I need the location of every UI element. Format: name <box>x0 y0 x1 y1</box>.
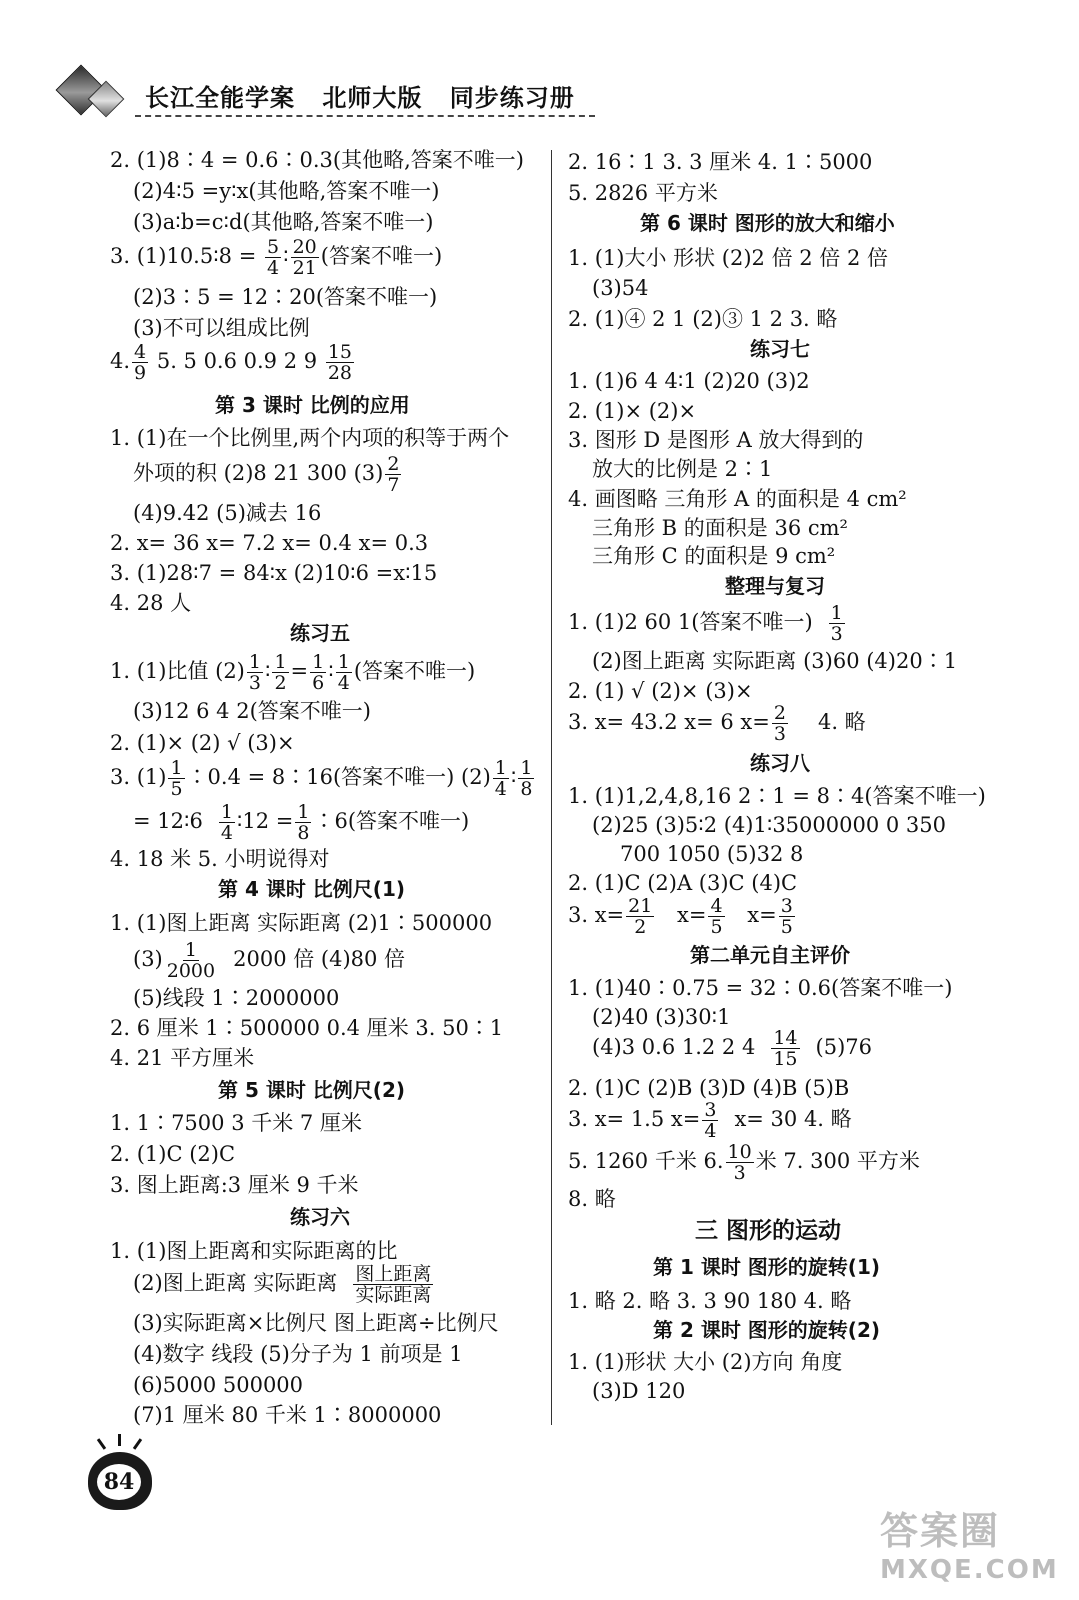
answer-line: 4. 画图略 三角形 A 的面积是 4 cm² <box>568 487 907 511</box>
answer-line: (4)数字 线段 (5)分子为 1 前项是 1 <box>133 1342 463 1366</box>
section-heading: 第 1 课时 图形的旋转(1) <box>653 1255 881 1279</box>
fraction: $\frac{14}{15}$ <box>773 1027 798 1070</box>
answer-line: (6)5000 500000 <box>133 1373 304 1397</box>
answer-line: 2. (1)× (2) √ (3)× <box>110 731 295 755</box>
answer-line: 放大的比例是 2∶1 <box>592 457 773 481</box>
section-heading: 第 5 课时 比例尺(2) <box>218 1078 406 1102</box>
answer-line: 1. (1)大小 形状 (2)2 倍 2 倍 2 倍 <box>568 246 889 270</box>
section-heading: 第 6 课时 图形的放大和缩小 <box>640 211 895 235</box>
section-heading: 练习五 <box>290 621 350 645</box>
section-heading: 练习七 <box>750 337 810 361</box>
answer-line: 三角形 C 的面积是 9 cm² <box>592 544 836 568</box>
answer-line: 3. 图上距离:3 厘米 9 千米 <box>110 1173 359 1197</box>
fraction: $\frac{20}{21}$ <box>292 236 317 279</box>
section-heading: 第二单元自主评价 <box>690 943 850 967</box>
answer-line: 2. x= 36 x= 7.2 x= 0.4 x= 0.3 <box>110 531 429 555</box>
answer-line: 2. (1)8∶4 = 0.6∶0.3(其他略,答案不唯一) <box>110 148 524 172</box>
answer-line: 1. (1)比值 (2) $\frac{1}{3}$ ∶ $\frac{1}{2}$ = $\frac{1}{6}$ ∶ $\frac{1}{4}$ (答案不唯一) <box>110 651 476 694</box>
answer-line: (3)不可以组成比例 <box>133 316 310 340</box>
answer-line: 3. x= $\frac{21}{2}$ x= $\frac{4}{5}$ x= $\frac{3}{5}$ <box>568 895 793 938</box>
fraction: $\frac{3}{4}$ <box>704 1099 717 1142</box>
fraction: $\frac{1}{2000}$ <box>166 939 216 982</box>
answer-line: (2)3∶5 = 12∶20(答案不唯一) <box>133 285 438 309</box>
answer-line: 3. (1)10.5∶8 = $\frac{5}{4}$ ∶ $\frac{20}{21}$ (答案不唯一) <box>110 236 443 279</box>
answer-line: 5. 1260 千米 6. $\frac{10}{3}$ 米 7. 300 平方米 <box>568 1141 920 1184</box>
fraction: $\frac{4}{5}$ <box>710 895 723 938</box>
ray-icon <box>133 1438 142 1450</box>
fraction: $\frac{1}{3}$ <box>248 651 261 694</box>
fraction: $\frac{1}{4}$ <box>337 651 350 694</box>
answer-line: 4. 18 米 5. 小明说得对 <box>110 847 330 871</box>
section-heading: 第 2 课时 图形的旋转(2) <box>653 1318 881 1342</box>
chapter-heading: 三 图形的运动 <box>695 1218 842 1244</box>
answer-line: 2. 6 厘米 1∶500000 0.4 厘米 3. 50∶1 <box>110 1016 504 1040</box>
header-edition: 北师大版 <box>322 84 423 112</box>
answer-line: (3) $\frac{1}{2000}$ 2000 倍 (4)80 倍 <box>133 939 406 982</box>
fraction: $\frac{1}{8}$ <box>520 757 533 800</box>
answer-line: 2. (1)C (2)C <box>110 1142 236 1166</box>
fraction: $\frac{\text{图上距离}}{\text{实际距离}}$ <box>355 1263 432 1306</box>
fraction: $\frac{5}{4}$ <box>267 236 280 279</box>
answer-line: 3. x= 43.2 x= 6 x= $\frac{2}{3}$ 4. 略 <box>568 702 866 745</box>
answer-line: (4)9.42 (5)减去 16 <box>133 501 322 525</box>
ray-icon <box>97 1438 106 1450</box>
fraction: $\frac{1}{2}$ <box>274 651 287 694</box>
fraction: $\frac{15}{28}$ <box>327 341 352 384</box>
answer-line: 3. 图形 D 是图形 A 放大得到的 <box>568 428 864 452</box>
fraction: $\frac{1}{4}$ <box>494 757 507 800</box>
answer-line: 1. (1)在一个比例里,两个内项的积等于两个 <box>110 426 510 450</box>
header-book: 同步练习册 <box>449 84 575 112</box>
header-dashed-line <box>135 115 595 117</box>
answer-line: 外项的积 (2)8 21 300 (3) $\frac{2}{7}$ <box>133 453 400 496</box>
answer-line: 1. (1)形状 大小 (2)方向 角度 <box>568 1350 843 1374</box>
answer-line: 4. 28 人 <box>110 591 192 615</box>
column-divider <box>551 150 552 1425</box>
answer-line: (5)线段 1∶2000000 <box>133 986 340 1010</box>
fraction: $\frac{4}{9}$ <box>134 341 147 384</box>
fraction: $\frac{1}{4}$ <box>220 801 233 844</box>
fraction: $\frac{1}{6}$ <box>312 651 325 694</box>
watermark-url: MXQE.COM <box>880 1555 1059 1585</box>
section-heading: 第 3 课时 比例的应用 <box>215 393 410 417</box>
ray-icon <box>118 1434 121 1446</box>
fraction: $\frac{10}{3}$ <box>727 1141 752 1184</box>
section-heading: 整理与复习 <box>725 574 825 598</box>
page-header <box>55 58 575 138</box>
answer-line: 700 1050 (5)32 8 <box>620 842 804 866</box>
answer-line: (2)4∶5 =y∶x(其他略,答案不唯一) <box>133 179 440 203</box>
answer-line: 2. (1)C (2)A (3)C (4)C <box>568 871 798 895</box>
answer-line: 4. 21 平方厘米 <box>110 1046 255 1070</box>
answer-line: (2)25 (3)5∶2 (4)1∶35000000 0 350 <box>592 813 947 837</box>
answer-line: (4)3 0.6 1.2 2 4 $\frac{14}{15}$ (5)76 <box>592 1027 872 1070</box>
answer-line: 1. (1)2 60 1(答案不唯一) $\frac{1}{3}$ <box>568 602 843 645</box>
answer-line: 2. 16∶1 3. 3 厘米 4. 1∶5000 <box>568 150 873 174</box>
answer-line: (3)实际距离×比例尺 图上距离÷比例尺 <box>133 1311 499 1335</box>
header-title <box>145 78 593 113</box>
answer-line: 8. 略 <box>568 1187 616 1211</box>
answer-line: 1. 1∶7500 3 千米 7 厘米 <box>110 1111 362 1135</box>
answer-line: 5. 2826 平方米 <box>568 181 718 205</box>
answer-line: 4. $\frac{4}{9}$ 5. 5 0.6 0.9 2 9 $\frac{15}{28}$ <box>110 341 352 384</box>
answer-line: 1. (1)图上距离 实际距离 (2)1∶500000 <box>110 911 493 935</box>
answer-line: 2. (1)C (2)B (3)D (4)B (5)B <box>568 1076 850 1100</box>
fraction: $\frac{2}{3}$ <box>773 702 786 745</box>
answer-line: 3. x= 1.5 x= $\frac{3}{4}$ x= 30 4. 略 <box>568 1099 852 1142</box>
answer-line: (3)54 <box>592 276 649 300</box>
page-number: 84 <box>97 1464 141 1500</box>
fraction: $\frac{1}{8}$ <box>297 801 310 844</box>
answer-line: = 12∶6 $\frac{1}{4}$ ∶12 = $\frac{1}{8}$ ∶6(答案不唯一) <box>133 801 470 844</box>
watermark-logo: 答案圈 <box>880 1509 1001 1553</box>
answer-line: 1. (1)40∶0.75 = 32∶0.6(答案不唯一) <box>568 976 953 1000</box>
answer-line: 1. (1)6 4 4∶1 (2)20 (3)2 <box>568 369 810 393</box>
answer-line: (2)40 (3)30∶1 <box>592 1005 731 1029</box>
answer-line: 1. (1)1,2,4,8,16 2∶1 = 8∶4(答案不唯一) <box>568 784 986 808</box>
answer-line: (3)D 120 <box>592 1379 686 1403</box>
page-number-badge <box>82 1440 162 1520</box>
section-heading: 练习八 <box>750 751 810 775</box>
answer-line: 3. (1)28∶7 = 84∶x (2)10∶6 =x∶15 <box>110 561 438 585</box>
answer-line: 2. (1) √ (2)× (3)× <box>568 679 753 703</box>
answer-line: 1. (1)图上距离和实际距离的比 <box>110 1239 398 1263</box>
section-heading: 练习六 <box>290 1205 350 1229</box>
answer-line: 2. (1)④ 2 1 (2)③ 1 2 3. 略 <box>568 307 838 331</box>
header-brand: 长江全能学案 <box>145 84 295 112</box>
answer-line: 三角形 B 的面积是 36 cm² <box>592 516 848 540</box>
answer-line: 2. (1)× (2)× <box>568 399 697 423</box>
fraction: $\frac{3}{5}$ <box>780 895 793 938</box>
fraction: $\frac{1}{3}$ <box>830 602 843 645</box>
answer-line: (3)12 6 4 2(答案不唯一) <box>133 699 371 723</box>
section-heading: 第 4 课时 比例尺(1) <box>218 877 406 901</box>
answer-line: (2)图上距离 实际距离 $\frac{\text{图上距离}}{\text{实际距离}}$ <box>133 1263 432 1306</box>
fraction: $\frac{2}{7}$ <box>387 453 400 496</box>
answer-line: (7)1 厘米 80 千米 1∶8000000 <box>133 1403 442 1427</box>
watermark <box>880 1500 1060 1590</box>
fraction: $\frac{1}{5}$ <box>170 757 183 800</box>
fraction: $\frac{21}{2}$ <box>628 895 653 938</box>
answer-line: (2)图上距离 实际距离 (3)60 (4)20∶1 <box>592 649 958 673</box>
answer-line: 3. (1) $\frac{1}{5}$ ∶0.4 = 8∶16(答案不唯一) (2) $\frac{1}{4}$ ∶ $\frac{1}{8}$ <box>110 757 533 800</box>
answer-line: 1. 略 2. 略 3. 3 90 180 4. 略 <box>568 1289 852 1313</box>
answer-line: (3)a∶b=c∶d(其他略,答案不唯一) <box>133 210 434 234</box>
